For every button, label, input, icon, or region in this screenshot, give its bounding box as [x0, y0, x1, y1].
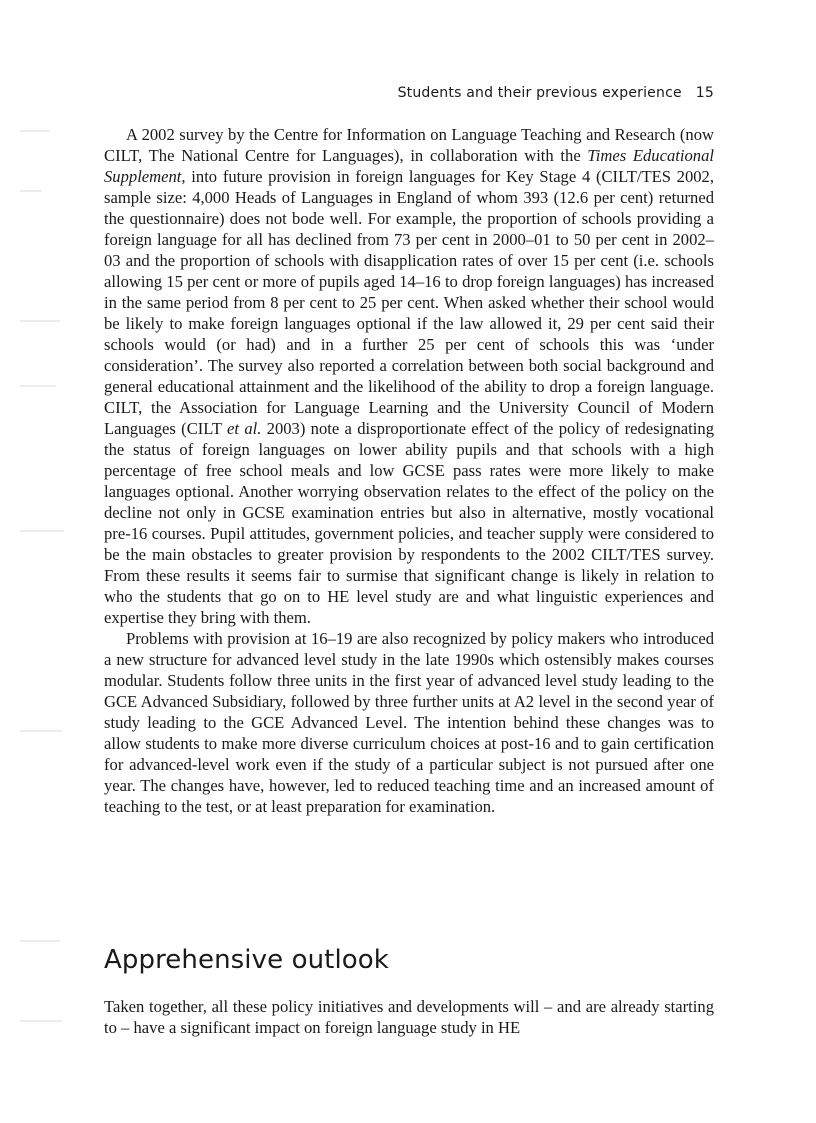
running-title: Students and their previous experience — [397, 85, 682, 101]
running-header — [104, 85, 714, 101]
section-heading: Apprehensive outlook — [104, 945, 389, 975]
paragraph-outlook: Taken together, all these policy initiatives and developments will – and are already starting to – have a significant impact on foreign language study in HE — [104, 997, 714, 1037]
paragraph-survey — [104, 124, 714, 628]
body-text — [104, 124, 714, 817]
section-body — [104, 996, 714, 1038]
paragraph-survey-part-b: , into future provision in foreign languages for Key Stage 4 (CILT/TES 2002, sample size: 4,000 Heads of Languages in England of whom 393 (12.6 per cent) returned the questionnaire) does not bode well. For example, the proportion of schools providing a foreign language for all has declined from 73 per cent in 2000–01 to 50 per cent in 2002–03 and the proportion of schools with disapplication rates of over 15 per cent (i.e. schools allowing 15 per cent or more of pupils aged 14–16 to drop foreign languages) has increased in the same period from 8 per cent to 25 per cent. When asked whether their school would be likely to make foreign languages optional if the law allowed it, 29 per cent said their schools would (or had) and in a further 25 per cent of schools this was ‘under consideration’. The survey also reported a correlation between both social background and general educational attainment and the likelihood of the ability to drop a foreign language. CILT, the Association for Language Learning and the University Council of Modern Languages (CILT — [104, 167, 714, 438]
paragraph-survey-part-c: 2003) note a disproportionate effect of the policy of redesignating the status of foreign languages on lower ability pupils and that schools with a high percentage of free school meals and low GCSE pass rates were more likely to make languages optional. Another worrying observation relates to the effect of the policy on the decline not only in GCSE examination entries but also in alternative, mostly vocational pre-16 courses. Pupil attitudes, government policies, and teacher supply were considered to be the main obstacles to greater provision by respondents to the 2002 CILT/TES survey. From these results it seems fair to surmise that significant change is likely in relation to who the students that go on to HE level study are and what linguistic experiences and expertise they bring with them. — [104, 419, 714, 627]
publication-title: Times Educational Supplement — [104, 146, 714, 186]
paragraph-provision: Problems with provision at 16–19 are also recognized by policy makers who introduced a new structure for advanced level study in the late 1990s which ostensibly makes courses modular. Students follow three units in the first year of advanced level study leading to the GCE Advanced Subsidiary, followed by three further units at A2 level in the second year of study leading to the GCE Advanced Level. The intention behind these changes was to allow students to make more diverse curriculum choices at post-16 and to gain certification for advanced-level work even if the study of a particular subject is not pursued after one year. The changes have, however, led to reduced teaching time and an increased amount of teaching to the test, or at least preparation for examination. — [104, 629, 714, 816]
paragraph-survey-part-a: A 2002 survey by the Centre for Information on Language Teaching and Research (now CILT, The National Centre for Languages), in collaboration with the — [104, 125, 714, 165]
citation-et-al: et al. — [227, 419, 262, 438]
scan-margin-artifacts — [20, 130, 68, 1030]
page-number: 15 — [695, 85, 714, 101]
